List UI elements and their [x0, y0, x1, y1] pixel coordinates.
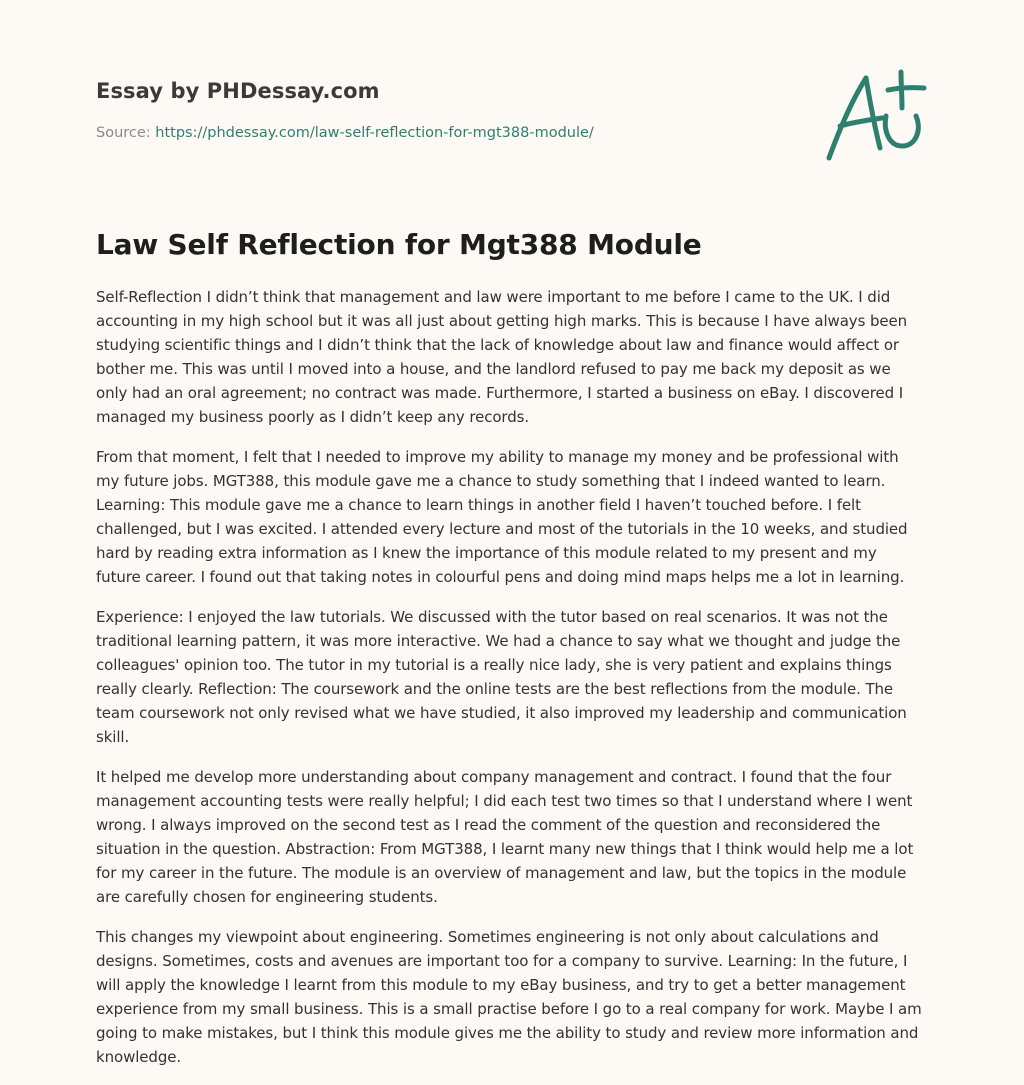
essay-paragraph: This changes my viewpoint about engineering. Sometimes engineering is not only about calculations and designs. Sometimes, costs and avenues are important too for a company to survive. Learning: In the future, I will apply the knowledge I learnt from this module to my eBay business, and try to get a better management experience from my small business. This is a small practise before I go to a real company for work. Maybe I am going to make mistakes, but I think this module gives me the ability to study and review more information and knowledge.: [96, 928, 922, 1066]
a-plus-grade-icon: [820, 66, 930, 166]
essay-paragraph: Experience: I enjoyed the law tutorials. We discussed with the tutor based on real scenarios. It was not the traditional learning pattern, it was more interactive. We had a chance to say what we thought and judge the colleagues' opinion too. The tutor in my tutorial is a really nice lady, she is very patient and explains things really clearly. Reflection: The coursework and the online tests are the best reflections from the module. The team coursework not only revised what we have studied, it also improved my leadership and communication skill.: [96, 608, 907, 746]
essay-paragraph: It helped me develop more understanding about company management and contract. I found that the four management accounting tests were really helpful; I did each test two times so that I understand where I went wrong. I always improved on the second test as I read the comment of the question and reconsidered the situation in the question. Abstraction: From MGT388, I learnt many new things that I think would help me a lot for my career in the future. The module is an overview of management and law, but the topics in the module are carefully chosen for engineering students.: [96, 768, 914, 906]
essay-title: Law Self Reflection for Mgt388 Module: [96, 228, 702, 261]
source-link[interactable]: https://phdessay.com/law-self-reflection-for-mgt388-module/: [155, 125, 594, 141]
essay-paragraph: Self-Reflection I didn’t think that management and law were important to me before I came to the UK. I did accounting in my high school but it was all just about getting high marks. This is because I have always been studying scientific things and I didn’t think that the lack of knowledge about law and finance would affect or bother me. This was until I moved into a house, and the landlord refused to pay me back my deposit as we only had an oral agreement; no contract was made. Furthermore, I started a business on eBay. I discovered I managed my business poorly as I didn’t keep any records.: [96, 288, 908, 426]
source-label: Source:: [96, 125, 156, 141]
essay-paragraph: From that moment, I felt that I needed to improve my ability to manage my money and be professional with my future jobs. MGT388, this module gave me a chance to study something that I indeed wanted to learn. Learning: This module gave me a chance to learn things in another field I haven’t touched before. I felt challenged, but I was excited. I attended every lecture and most of the tutorials in the 10 weeks, and studied hard by reading extra information as I knew the importance of this module related to my present and my future career. I found out that taking notes in colourful pens and doing mind maps helps me a lot in learning.: [96, 448, 908, 586]
brand-name: Essay by PHDessay.com: [96, 79, 380, 103]
essay-header: [96, 78, 796, 142]
essay-body: [96, 285, 922, 1085]
source-line: [96, 124, 796, 142]
